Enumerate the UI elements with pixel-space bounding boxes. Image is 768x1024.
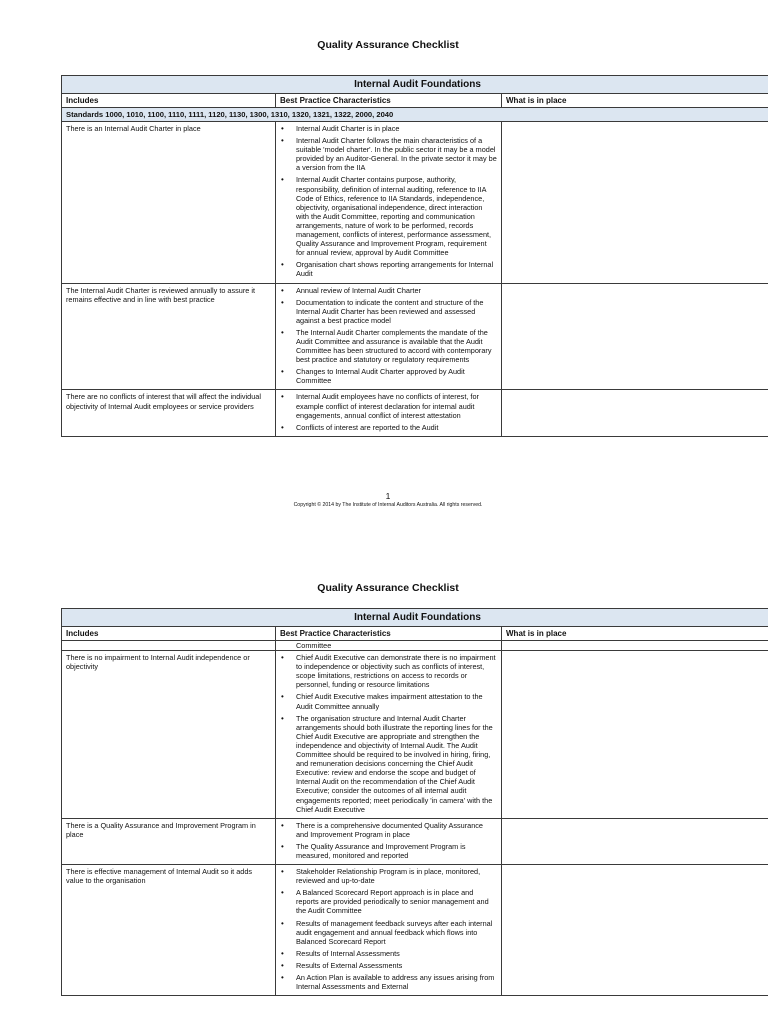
includes-cell: There is an Internal Audit Charter in place [62, 122, 276, 284]
in-place-cell [502, 865, 768, 996]
document-title: Quality Assurance Checklist [317, 39, 459, 51]
continuation-in-place-cell [502, 641, 768, 651]
checklist-row [62, 122, 768, 284]
page-number: 1 [385, 491, 391, 501]
includes-cell: There is no impairment to Internal Audit independence or objectivity [62, 651, 276, 819]
page-1-content [0, 0, 768, 488]
best-practice-cell [276, 122, 502, 284]
in-place-cell [502, 122, 768, 284]
best-practice-list [280, 653, 497, 814]
page-1-rows [62, 122, 768, 437]
includes-cell: The Internal Audit Charter is reviewed annually to assure it remains effective and in line with best practice [62, 283, 276, 390]
column-header-includes: Includes [62, 94, 276, 108]
best-practice-cell [276, 818, 502, 864]
checklist-row [62, 283, 768, 390]
best-practice-list [280, 124, 497, 279]
in-place-cell [502, 283, 768, 390]
best-practice-item: • Internal Audit Charter contains purpose, authority, responsibility, definition of internal auditing, reference to IIA Code of Ethics, reference to IIA Standards, independence, objectivity, organisational independence, direct interaction with the Audit Committee, reporting and communication arrangements, nature of work to be performed, records management, conflicts of interest, performance assessment, Quality Assurance and Improvement Program, requirement for annual review, approval by Audit Committee [296, 175, 497, 257]
document-title: Quality Assurance Checklist [317, 582, 459, 594]
best-practice-list [280, 867, 497, 991]
section-title: Internal Audit Foundations [62, 76, 768, 94]
continuation-includes-cell [62, 641, 276, 651]
section-title: Internal Audit Foundations [62, 609, 768, 627]
best-practice-item: • Stakeholder Relationship Program is in place, monitored, reviewed and up-to-date [296, 867, 497, 885]
column-header-best-practice: Best Practice Characteristics [276, 627, 502, 641]
copyright-footer: Copyright © 2014 by The Institute of Internal Auditors Australia. All rights reserved. [293, 502, 483, 508]
best-practice-list [280, 392, 497, 431]
best-practice-item: • Chief Audit Executive can demonstrate there is no impairment to independence or objectivity such as conflicts of interest, scope limitations, restrictions on access to records or personnel, funding or resource limitations [296, 653, 497, 689]
best-practice-item: • Changes to Internal Audit Charter approved by Audit Committee [296, 367, 497, 385]
best-practice-item: • Annual review of Internal Audit Charter [296, 286, 497, 295]
best-practice-item: • Results of Internal Assessments [296, 949, 497, 958]
best-practice-item: • The organisation structure and Internal Audit Charter arrangements should both illustrate the reporting lines for the Chief Audit Executive are appropriate and strengthen the independence and objectivity of Internal Audit. The Audit Committee should be required to be involved in hiring, firing, and remuneration decisions concerning the Chief Audit Executive: review and endorse the scope and budget of Internal Audit on the recommendation of the Chief Audit Executive; consider the outcomes of all internal audit engagements reported; meet periodically 'in camera' with the Chief Audit Executive [296, 714, 497, 814]
checklist-table [61, 75, 768, 437]
column-header-includes: Includes [62, 627, 276, 641]
page-2-rows [62, 651, 768, 996]
best-practice-item: • Internal Audit Charter is in place [296, 124, 497, 133]
best-practice-cell [276, 390, 502, 436]
checklist-row [62, 818, 768, 864]
best-practice-item: • Chief Audit Executive makes impairment attestation to the Audit Committee annually [296, 692, 497, 710]
best-practice-item: • There is a comprehensive documented Quality Assurance and Improvement Program in place [296, 821, 497, 839]
best-practice-item: • Results of External Assessments [296, 961, 497, 970]
best-practice-item: • Internal Audit Charter follows the main characteristics of a suitable 'model charter'. In the public sector it may be a model provided by an Auditor-General. In the private sector it may be a version from the IIA [296, 136, 497, 172]
best-practice-item: • Documentation to indicate the content and structure of the Internal Audit Charter has been reviewed and assessed against a best practice model [296, 298, 497, 325]
column-header-best-practice: Best Practice Characteristics [276, 94, 502, 108]
in-place-cell [502, 651, 768, 819]
includes-cell: There is a Quality Assurance and Improvement Program in place [62, 818, 276, 864]
column-header-in-place: What is in place [502, 627, 768, 641]
best-practice-item: • Internal Audit employees have no conflicts of interest, for example conflict of interest declaration for internal audit engagements, annual conflict of interest attestation [296, 392, 497, 419]
checklist-row [62, 651, 768, 819]
checklist-table [61, 608, 768, 996]
continuation-row [62, 641, 768, 651]
column-header-in-place: What is in place [502, 94, 768, 108]
best-practice-cell [276, 651, 502, 819]
page-2-content [0, 543, 768, 1024]
best-practice-item: • An Action Plan is available to address any issues arising from Internal Assessments and External [296, 973, 497, 991]
best-practice-item: • Results of management feedback surveys after each internal audit engagement and annual feedback which flows into Balanced Scorecard Report [296, 919, 497, 946]
best-practice-item: • Organisation chart shows reporting arrangements for Internal Audit [296, 260, 497, 278]
best-practice-item: • Conflicts of interest are reported to the Audit [296, 423, 497, 432]
includes-cell: There are no conflicts of interest that will affect the individual objectivity of Internal Audit employees or service providers [62, 390, 276, 436]
best-practice-cell [276, 865, 502, 996]
best-practice-item: • The Internal Audit Charter complements the mandate of the Audit Committee and assurance is available that the Audit Committee has been structured to accord with contemporary best practice and statutory or regulatory requirements [296, 328, 497, 364]
best-practice-cell [276, 283, 502, 390]
includes-cell: There is effective management of Internal Audit so it adds value to the organisation [62, 865, 276, 996]
in-place-cell [502, 390, 768, 436]
standards-row: Standards 1000, 1010, 1100, 1110, 1111, 1120, 1130, 1300, 1310, 1320, 1321, 1322, 2000, 2040 [62, 108, 768, 122]
best-practice-list [280, 286, 497, 386]
continuation-text: Committee [276, 641, 502, 651]
best-practice-list [280, 821, 497, 860]
checklist-row [62, 390, 768, 436]
in-place-cell [502, 818, 768, 864]
checklist-row [62, 865, 768, 996]
best-practice-item: • A Balanced Scorecard Report approach is in place and reports are provided periodically to senior management and the Audit Committee [296, 888, 497, 915]
best-practice-item: • The Quality Assurance and Improvement Program is measured, monitored and reported [296, 842, 497, 860]
